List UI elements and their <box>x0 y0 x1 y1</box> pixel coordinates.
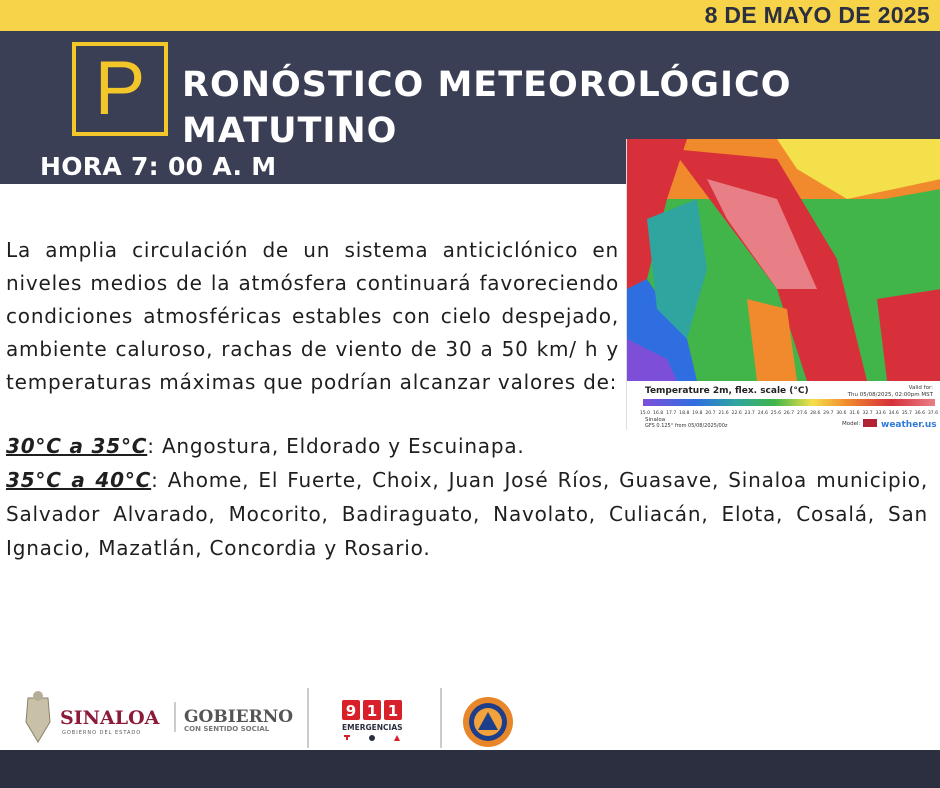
emergency-digit: 1 <box>387 702 399 720</box>
scale-ticks <box>640 410 938 416</box>
sinaloa-shield-icon <box>26 691 50 742</box>
date-label: 8 DE MAYO DE 2025 <box>704 2 930 28</box>
emergency-digit: 9 <box>345 702 357 720</box>
range-label: 30°C a 35°C <box>6 434 148 458</box>
scale-tick-label: 37.6 <box>927 411 939 416</box>
legend-valid-time: Thu 05/08/2025, 02:00pm MST <box>847 392 933 398</box>
legend-valid-label: Valid for: <box>908 385 933 391</box>
scale-tick-label: 17.7 <box>666 411 677 416</box>
scale-tick-label: 33.6 <box>875 411 886 416</box>
emergency-services-icons <box>344 735 400 741</box>
scale-tick-label: 26.7 <box>783 411 795 416</box>
forecast-time: HORA 7: 00 A. M <box>40 152 277 181</box>
emergency-label: EMERGENCIAS <box>342 723 403 732</box>
scale-tick-label: 15.0 <box>639 411 651 416</box>
range-places: : Ahome, El Fuerte, Choix, Juan José Ríos, Guasave, Sinaloa municipio, Salvador Alvarado, Mocorito, Badiraguato, Navolato, Culiacán, Elota, Cosalá, San Ignacio, Mazatlán, Concordia y Rosario. <box>6 468 928 560</box>
sinaloa-logo-text: SINALOA <box>60 707 160 729</box>
legend-model-label: Model: <box>842 421 861 427</box>
forecast-paragraph: La amplia circulación de un sistema anticiclónico en niveles medios de la atmósfera continuará favoreciendo condiciones atmosféricas estables con cielo despejado, ambiente caluroso, rachas de viento de 30 a 50 km/ h y temperaturas máximas que podrían alcanzar valores de: <box>6 238 619 394</box>
scale-tick-label: 22.6 <box>731 411 742 416</box>
weather-us-logo: weather.us <box>881 420 937 430</box>
title-line-1: RONÓSTICO METEOROLÓGICO <box>182 65 792 105</box>
logos-graphic <box>0 684 940 750</box>
gobierno-logo-text: GOBIERNO <box>184 707 294 727</box>
legend-region: Sinaloa <box>645 417 666 423</box>
scale-tick-label: 31.6 <box>849 411 860 416</box>
scale-tick-label: 19.8 <box>692 411 703 416</box>
scale-tick-label: 20.7 <box>705 411 716 416</box>
emergency-digit: 1 <box>366 702 378 720</box>
temperature-map <box>626 139 940 430</box>
scale-tick-label: 32.7 <box>862 411 873 416</box>
scale-tick-label: 34.6 <box>888 411 899 416</box>
temperature-scale-bar <box>643 399 935 406</box>
scale-tick-label: 18.8 <box>679 411 690 416</box>
scale-tick-label: 35.7 <box>901 411 912 416</box>
scale-tick-label: 28.6 <box>810 411 821 416</box>
scale-tick-label: 16.8 <box>652 411 664 416</box>
scale-tick-label: 30.6 <box>836 411 847 416</box>
temperature-ranges <box>6 429 928 565</box>
scale-tick-label: 25.6 <box>770 411 782 416</box>
gobierno-logo-subtext: CON SENTIDO SOCIAL <box>184 725 270 733</box>
scale-tick-label: 21.6 <box>718 411 729 416</box>
scale-tick-label: 36.6 <box>914 411 926 416</box>
scale-tick-label: 27.6 <box>796 411 808 416</box>
range-places: : Angostura, Eldorado y Escuinapa. <box>147 434 525 458</box>
us-flag-icon <box>863 419 877 427</box>
title-line-2: MATUTINO <box>182 111 398 151</box>
scale-tick-label: 23.7 <box>744 411 755 416</box>
proteccion-civil-emblem-icon <box>463 697 513 747</box>
range-item <box>6 429 928 463</box>
footer-bar <box>0 750 940 788</box>
range-item <box>6 463 928 565</box>
legend-model-run: GFS 0.125° from 05/08/2025/00z <box>645 423 728 429</box>
scale-tick-label: 29.7 <box>823 411 834 416</box>
title-initial-box: P <box>72 42 168 136</box>
map-field <box>627 139 940 381</box>
top-date-bar <box>0 0 940 31</box>
logos-strip <box>0 684 940 750</box>
range-label: 35°C a 40°C <box>6 468 152 492</box>
sinaloa-logo-subtext: GOBIERNO DEL ESTADO <box>62 730 142 736</box>
scale-tick-label: 24.6 <box>757 411 768 416</box>
temperature-map-graphic <box>627 139 940 430</box>
legend-title: Temperature 2m, flex. scale (°C) <box>645 386 809 396</box>
